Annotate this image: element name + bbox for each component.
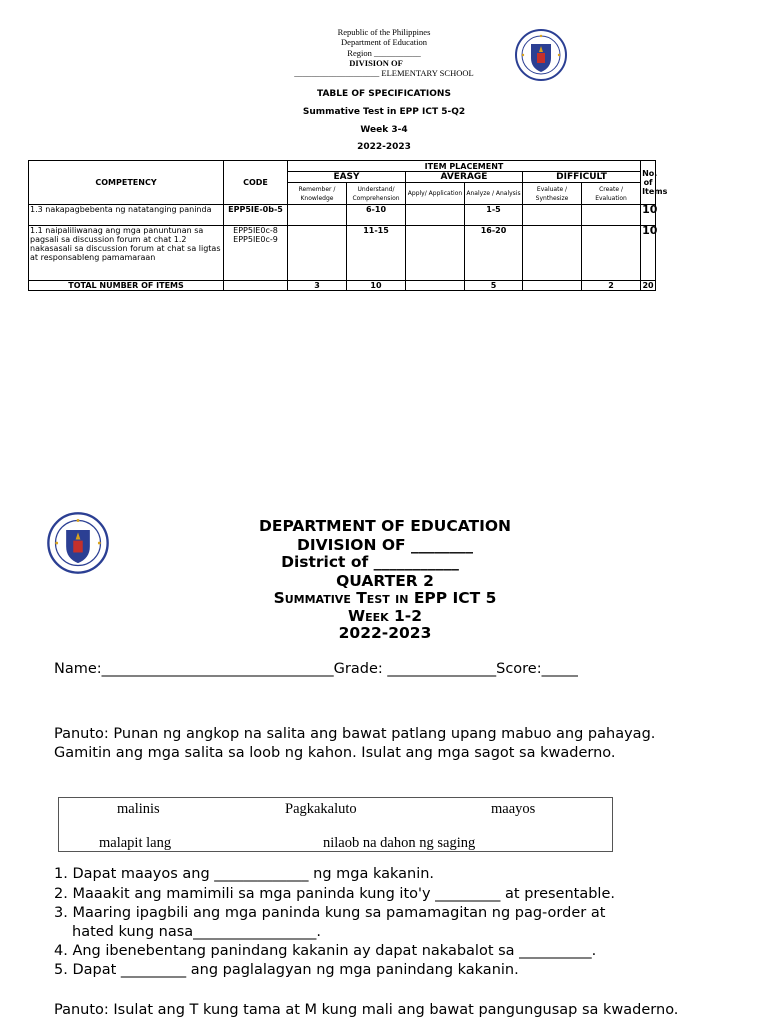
division-line: DIVISION OF [349,58,403,68]
understand-cell: 11-15 [347,226,406,281]
item-placement-header: ITEM PLACEMENT [288,161,641,172]
create-cell [582,226,641,281]
competency-cell: 1.3 nakapagbebenta ng natatanging paninda [29,205,224,226]
division-title: DIVISION OF ________ [296,536,474,554]
question-item: 5. Dapat _________ ang paglalagyan ng mga panindang kakanin. [54,962,519,978]
test-title: Summative Test in EPP ICT 5 [273,589,497,607]
items-cell: 10 [641,226,656,281]
no-items-header: No. of Items [641,161,656,205]
question-item: 3. Maaring ipagbili ang mga paninda kung sa pamamagitan ng pag-order at [54,905,606,921]
total-label: TOTAL NUMBER OF ITEMS [29,281,224,291]
easy-header: EASY [288,172,406,183]
table-row [29,205,656,226]
instruction-2: Panuto: Isulat ang T kung tama at M kung mali ang bawat pangungusap sa kwaderno. [54,1002,679,1018]
difficult-header: DIFFICULT [523,172,641,183]
code-cell: EPP5IE0c-8 EPP5IE0c-9 [224,226,288,281]
understand-header: Understand/ Comprehension [347,183,406,205]
word-bank-box [58,797,613,852]
question-item: 2. Maaakit ang mamimili sa mga paninda kung ito'y _________ at presentable. [54,886,615,902]
code-header: CODE [224,161,288,205]
tos-week: Week 3-4 [360,125,408,135]
competency-header: COMPETENCY [29,161,224,205]
district-title: District of ___________ [281,553,459,571]
apply-header: Apply/ Application [406,183,465,205]
year-title: 2022-2023 [338,624,432,642]
remember-cell [288,205,347,226]
word-bank-item: malinis [117,801,160,817]
quarter-title: QUARTER 2 [336,572,434,590]
question-item-continuation: hated kung nasa_________________. [72,924,322,940]
create-cell [582,205,641,226]
tos-year: 2022-2023 [357,142,411,152]
tos-title: TABLE OF SPECIFICATIONS [317,89,451,99]
republic-line: Republic of the Philippines [337,27,431,37]
table-row [29,226,656,281]
word-bank-item: Pagkakaluto [285,801,357,817]
apply-cell [406,226,465,281]
analyze-header: Analyze / Analysis [465,183,523,205]
school-line: ____________________ ELEMENTARY SCHOOL [294,68,474,78]
instruction-1: Panuto: Punan ng angkop na salita ang bawat patlang upang mabuo ang pahayag. Gamitin ang mga salita sa loob ng kahon. Isulat ang mga sagot sa kwaderno. [54,726,656,761]
competency-cell: 1.1 naipaliliwanag ang mga panuntunan sa pagsali sa discussion forum at chat 1.2 nakasasali sa discussion forum at chat sa ligtas at responsableng pamamaraan [29,226,224,281]
total-analyze: 5 [465,281,523,291]
region-line: Region ___________ [347,48,421,58]
tos-test-title: Summative Test in EPP ICT 5-Q2 [302,107,466,117]
total-create: 2 [582,281,641,291]
remember-header: Remember / Knowledge [288,183,347,205]
total-evaluate [523,281,582,291]
average-header: AVERAGE [406,172,523,183]
department-line: Department of Education [341,37,427,47]
total-apply [406,281,465,291]
code-cell: EPP5IE-0b-5 [224,205,288,226]
deped-seal-icon [47,511,109,575]
analyze-cell: 16-20 [465,226,523,281]
evaluate-cell [523,226,582,281]
student-info-line: Name:________________________________Grade: _______________Score:_____ [54,661,578,677]
total-items: 20 [642,281,654,290]
deped-seal-icon [515,28,567,82]
apply-cell [406,205,465,226]
total-row [29,281,656,291]
evaluate-cell [523,205,582,226]
understand-cell: 6-10 [347,205,406,226]
word-bank-item: malapit lang [99,835,172,851]
items-cell: 10 [641,205,656,226]
analyze-cell: 1-5 [465,205,523,226]
evaluate-header: Evaluate / Synthesize [523,183,582,205]
total-remember: 3 [288,281,347,291]
question-item: 1. Dapat maayos ang _____________ ng mga kakanin. [54,866,435,882]
total-code [224,281,288,291]
word-bank-item: nilaob na dahon ng saging [323,835,476,851]
create-header: Create / Evaluation [582,183,641,205]
dept-title: DEPARTMENT OF EDUCATION [258,517,511,535]
remember-cell [288,226,347,281]
question-item: 4. Ang ibenebentang panindang kakanin ay dapat nakabalot sa __________. [54,943,597,959]
total-understand: 10 [347,281,406,291]
specifications-table [28,160,668,291]
word-bank-item: maayos [491,801,536,817]
week-title: Week 1-2 [347,607,423,625]
